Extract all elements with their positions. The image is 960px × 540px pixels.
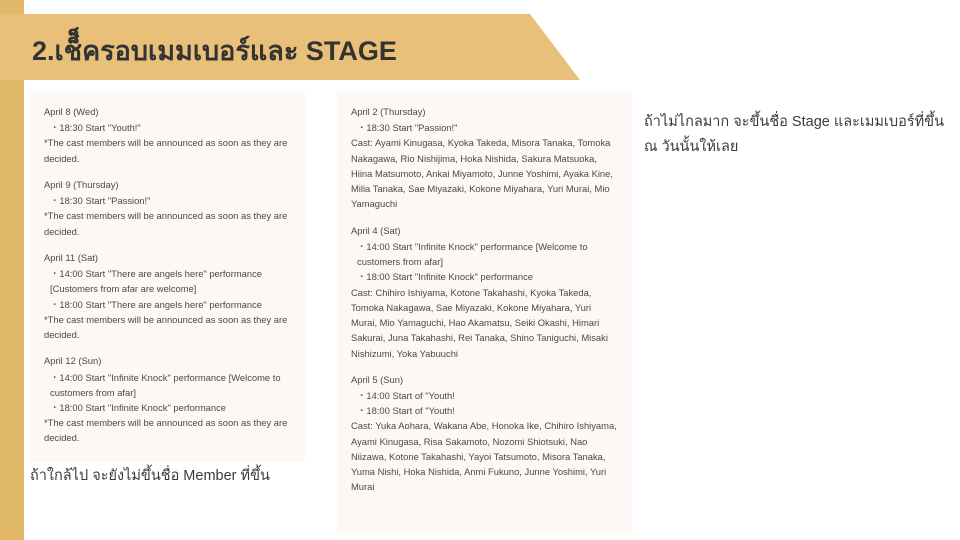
schedule-line: ・18:00 Start of "Youth! <box>357 405 455 417</box>
schedule-line: ・18:30 Start "Youth!" <box>50 122 141 134</box>
schedule-note: *The cast members will be announced as soon as they are decided. <box>44 210 288 237</box>
schedule-line: ・14:00 Start "Infinite Knock" performance [Welcome to customers from afar] <box>357 240 588 268</box>
schedule-line: ・14:00 Start "There are angels here" performance [Customers from afar are welcome] <box>50 268 262 295</box>
schedule-note: *The cast members will be announced as soon as they are decided. <box>44 417 288 444</box>
schedule-line: ・18:00 Start "Infinite Knock" performance <box>357 271 534 283</box>
schedule-line: ・14:00 Start "Infinite Knock" performance [Welcome to customers from afar] <box>50 371 281 398</box>
schedule-note: *The cast members will be announced as soon as they are decided. <box>44 313 288 341</box>
schedule-block <box>44 353 291 445</box>
schedule-date: April 11 (Sat) <box>44 251 99 263</box>
schedule-panel-middle <box>337 92 632 532</box>
schedule-block <box>44 250 291 342</box>
schedule-line: ・14:00 Start of "Youth! <box>357 389 455 401</box>
schedule-line: ・18:00 Start "Infinite Knock" performance <box>50 401 227 413</box>
schedule-date: April 12 (Sun) <box>44 355 102 367</box>
schedule-date: April 9 (Thursday) <box>44 178 119 190</box>
annotation-right: ถ้าไม่ไกลมาก จะขึ้นชื่อ Stage และเมมเบอร์ที่ขึ้น ณ วันนั้นให้เลย <box>644 114 944 155</box>
schedule-block <box>44 177 291 239</box>
schedule-block <box>351 372 618 495</box>
schedule-line: ・18:30 Start "Passion!" <box>357 122 458 134</box>
schedule-block <box>351 223 618 361</box>
left-accent-band <box>0 0 24 540</box>
schedule-line: ・18:00 Start "There are angels here" performance <box>50 298 262 310</box>
annotation-bottom-left: ถ้าใกล้ไป จะยังไม่ขึ้นชื่อ Member ที่ขึ้น <box>30 468 270 484</box>
schedule-cast: Cast: Chihiro Ishiyama, Kotone Takahashi, Kyoka Takeda, Tomoka Nakagawa, Sae Miyazaki, Kokone Miyahara, Yuri Murai, Mio Yamaguchi, Hao Akamatsu, Seiki Okashi, Himari Sakurai, Juna Takahashi, Rei Tanaka, Shino Taniguchi, Misaki Nishizumi, Yoka Yabuuchi <box>351 286 608 359</box>
schedule-block <box>44 104 291 166</box>
schedule-date: April 5 (Sun) <box>351 373 404 385</box>
page-title: 2.เช็็ครอบเมมเบอร์และ STAGE <box>32 36 397 66</box>
schedule-note: *The cast members will be announced as soon as they are decided. <box>44 137 288 164</box>
schedule-block <box>351 104 618 212</box>
schedule-cast: Cast: Yuka Aohara, Wakana Abe, Honoka Ike, Chihiro Ishiyama, Ayami Kinugasa, Risa Sakamoto, Nozomi Shiotsuki, Nao Niizawa, Kotone Takahashi, Yayoi Tatsumoto, Misora Tanaka, Yuma Nishi, Hoka Nishida, Anmi Fukuno, Junne Yoshimi, Yuri Murai <box>351 420 617 493</box>
schedule-line: ・18:30 Start "Passion!" <box>50 195 151 207</box>
schedule-date: April 2 (Thursday) <box>351 106 426 117</box>
schedule-panel-left <box>30 92 305 462</box>
schedule-date: April 8 (Wed) <box>44 106 99 117</box>
schedule-cast: Cast: Ayami Kinugasa, Kyoka Takeda, Misora Tanaka, Tomoka Nakagawa, Rio Nishijima, Hoka Nishida, Sakura Matsuoka, Hiina Matsumoto, Ankai Miyamoto, Junne Yoshimi, Ayaka Kine, Milia Tanaka, Sae Miyazaki, Kokone Miyahara, Yuri Murai, Mio Yamaguchi <box>351 137 613 210</box>
schedule-date: April 4 (Sat) <box>351 224 401 236</box>
